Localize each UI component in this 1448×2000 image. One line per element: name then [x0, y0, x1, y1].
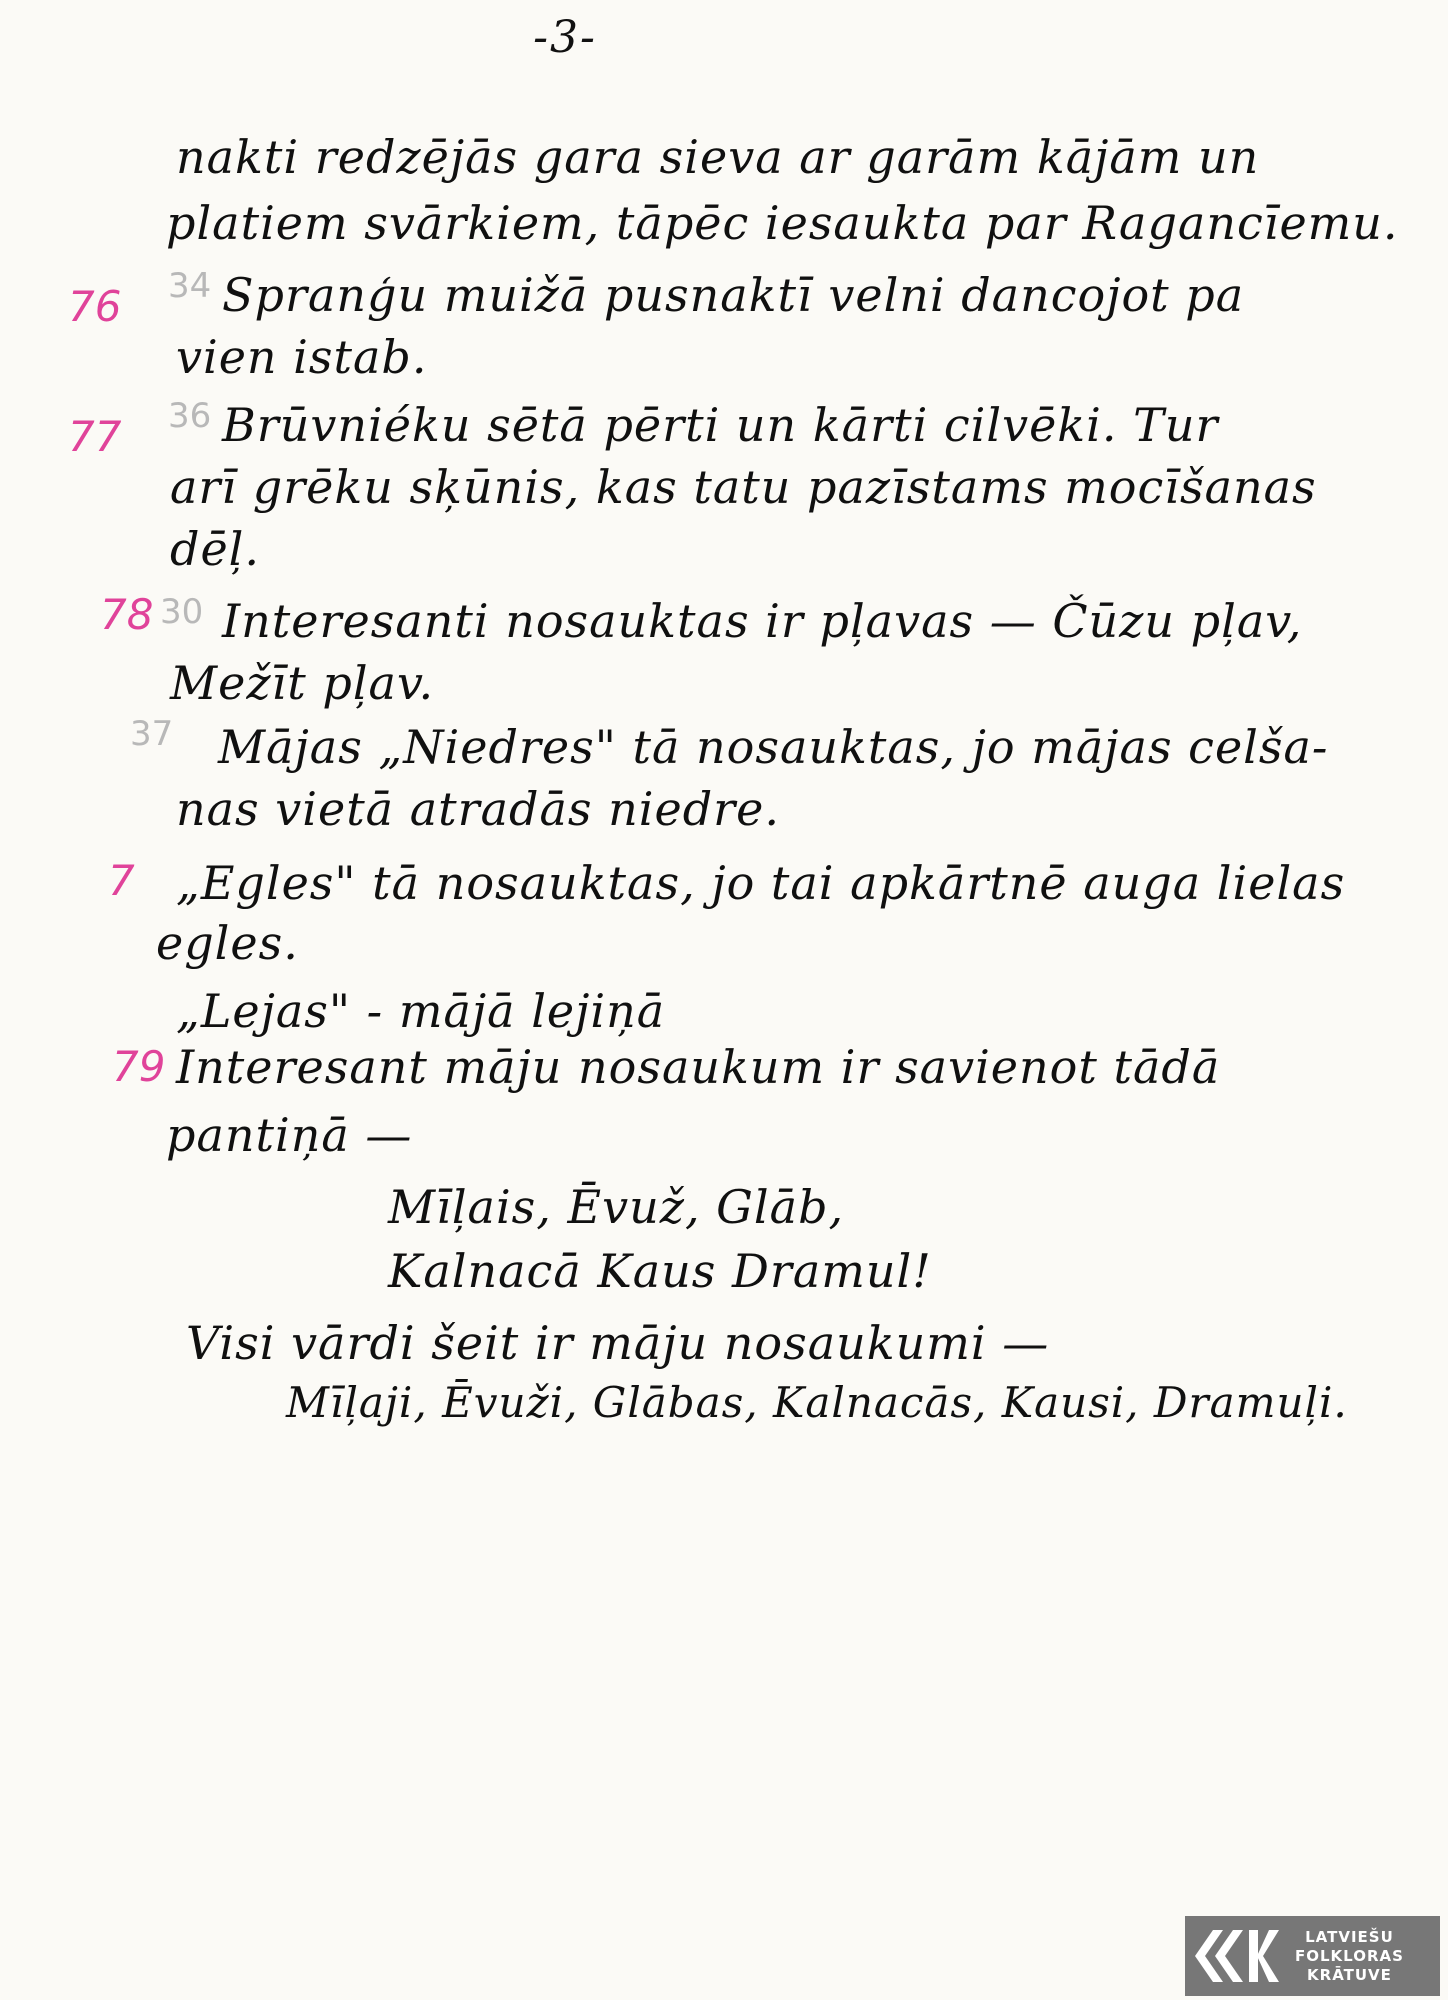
- text-line: Spranģu muižā pusnaktī velni dancojot pa: [222, 268, 1245, 322]
- text-line: Mežīt pļav.: [170, 656, 435, 710]
- archive-logo: [1185, 1916, 1440, 1996]
- text-line: vien istab.: [176, 330, 428, 384]
- faint-number-30: 30: [160, 592, 204, 632]
- text-line: Brūvniéku sētā pērti un kārti cilvēki. Tur: [222, 398, 1219, 452]
- text-line: platiem svārkiem, tāpēc iesaukta par Ragancīemu.: [166, 196, 1399, 250]
- logo-line-2: FOLKLORAS: [1295, 1946, 1404, 1965]
- faint-number-36: 36: [168, 396, 212, 436]
- text-line: Interesanti nosauktas ir pļavas — Čūzu pļav,: [222, 594, 1303, 648]
- margin-number-77: 77: [68, 412, 122, 461]
- page-number: -3-: [533, 12, 597, 63]
- text-line: Mājas „Niedres" tā nosauktas, jo mājas celša-: [218, 720, 1329, 774]
- text-line: nas vietā atradās niedre.: [176, 782, 780, 836]
- text-line: Mīļais, Ēvuž, Glāb,: [388, 1180, 845, 1234]
- text-line: egles.: [156, 916, 299, 970]
- text-line: „Egles" tā nosauktas, jo tai apkārtnē auga lielas: [176, 856, 1346, 910]
- faint-number-37: 37: [130, 714, 174, 754]
- margin-number-7: 7: [108, 856, 135, 905]
- text-line: pantiņā —: [166, 1108, 413, 1162]
- text-line: dēļ.: [170, 522, 261, 576]
- text-line: nakti redzējās gara sieva ar garām kājām un: [176, 130, 1260, 184]
- text-line: arī grēku sķūnis, kas tatu pazīstams mocīšanas: [170, 460, 1317, 514]
- text-line: Interesant māju nosaukum ir savienot tādā: [176, 1040, 1221, 1094]
- logo-line-1: LATVIEŠU: [1305, 1927, 1394, 1946]
- margin-number-79: 79: [112, 1042, 166, 1091]
- text-line: Visi vārdi šeit ir māju nosaukumi —: [186, 1316, 1050, 1370]
- margin-number-76: 76: [68, 282, 122, 331]
- text-line: Mīļaji, Ēvuži, Glābas, Kalnacās, Kausi, Dramuļi.: [286, 1378, 1348, 1427]
- margin-number-78: 78: [100, 590, 154, 639]
- text-line: Kalnacā Kaus Dramul!: [388, 1244, 932, 1298]
- logo-line-3: KRĀTUVE: [1307, 1965, 1392, 1984]
- lfk-mark-icon: [1185, 1916, 1285, 1996]
- faint-number-34: 34: [168, 266, 212, 306]
- text-line: „Lejas" - mājā lejiņā: [176, 984, 666, 1038]
